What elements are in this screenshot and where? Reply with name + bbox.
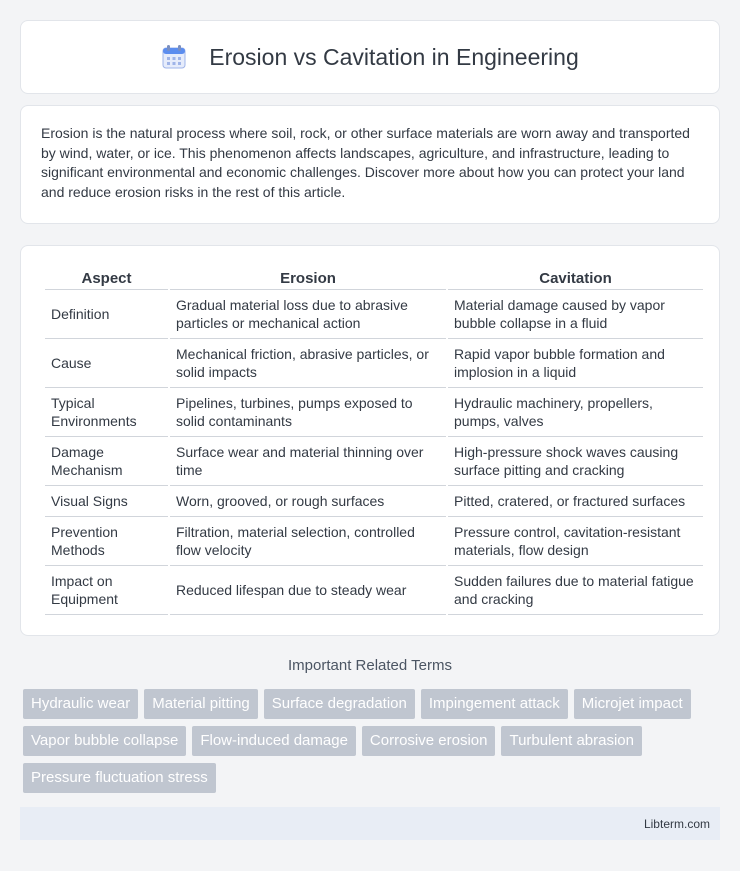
erosion-cell: Reduced lifespan due to steady wear (170, 566, 446, 615)
table-row (45, 517, 703, 566)
cavitation-cell: Rapid vapor bubble formation and implosion in a liquid (448, 339, 703, 388)
table-header-row (45, 266, 703, 290)
aspect-cell: Prevention Methods (45, 517, 168, 566)
erosion-cell: Worn, grooved, or rough surfaces (170, 486, 446, 517)
table-row (45, 290, 703, 339)
table-row (45, 486, 703, 517)
cavitation-cell: High-pressure shock waves causing surface pitting and cracking (448, 437, 703, 486)
erosion-cell: Filtration, material selection, controlled flow velocity (170, 517, 446, 566)
erosion-cell: Pipelines, turbines, pumps exposed to solid contaminants (170, 388, 446, 437)
header-card (20, 20, 720, 94)
header-erosion: Erosion (170, 266, 446, 290)
table-row (45, 339, 703, 388)
page-title: Erosion vs Cavitation in Engineering (209, 43, 579, 70)
term-tag[interactable]: Turbulent abrasion (501, 726, 642, 756)
aspect-cell: Typical Environments (45, 388, 168, 437)
term-tag[interactable]: Impingement attack (421, 689, 568, 719)
intro-paragraph: Erosion is the natural process where soil, rock, or other surface materials are worn away and transported by wind, water, or ice. This phenomenon affects landscapes, agriculture, and infrastructure, leading to significant environmental and economic challenges. Discover more about how you can protect your land and reduce erosion risks in the rest of this article. (41, 125, 690, 200)
term-tag[interactable]: Hydraulic wear (23, 689, 138, 719)
footer (20, 807, 720, 840)
term-tag[interactable]: Microjet impact (574, 689, 691, 719)
table-row (45, 388, 703, 437)
related-terms-title: Important Related Terms (288, 657, 452, 674)
aspect-cell: Definition (45, 290, 168, 339)
aspect-cell: Visual Signs (45, 486, 168, 517)
term-tag[interactable]: Corrosive erosion (362, 726, 496, 756)
cavitation-cell: Sudden failures due to material fatigue and cracking (448, 566, 703, 615)
aspect-cell: Damage Mechanism (45, 437, 168, 486)
aspect-cell: Impact on Equipment (45, 566, 168, 615)
term-tag[interactable]: Vapor bubble collapse (23, 726, 186, 756)
erosion-cell: Surface wear and material thinning over time (170, 437, 446, 486)
intro-card (20, 105, 720, 224)
table-row (45, 437, 703, 486)
erosion-cell: Gradual material loss due to abrasive particles or mechanical action (170, 290, 446, 339)
header-cavitation: Cavitation (448, 266, 703, 290)
related-terms-list (23, 689, 723, 800)
cavitation-cell: Hydraulic machinery, propellers, pumps, valves (448, 388, 703, 437)
comparison-table-card (20, 245, 720, 636)
aspect-cell: Cause (45, 339, 168, 388)
calendar-icon (161, 44, 187, 70)
erosion-cell: Mechanical friction, abrasive particles, or solid impacts (170, 339, 446, 388)
header-aspect: Aspect (45, 266, 168, 290)
term-tag[interactable]: Material pitting (144, 689, 258, 719)
comparison-table (43, 266, 705, 615)
table-row (45, 566, 703, 615)
term-tag[interactable]: Flow-induced damage (192, 726, 356, 756)
term-tag[interactable]: Surface degradation (264, 689, 415, 719)
cavitation-cell: Pitted, cratered, or fractured surfaces (448, 486, 703, 517)
term-tag[interactable]: Pressure fluctuation stress (23, 763, 216, 793)
cavitation-cell: Material damage caused by vapor bubble collapse in a fluid (448, 290, 703, 339)
cavitation-cell: Pressure control, cavitation-resistant materials, flow design (448, 517, 703, 566)
footer-site-link[interactable]: Libterm.com (643, 816, 710, 831)
